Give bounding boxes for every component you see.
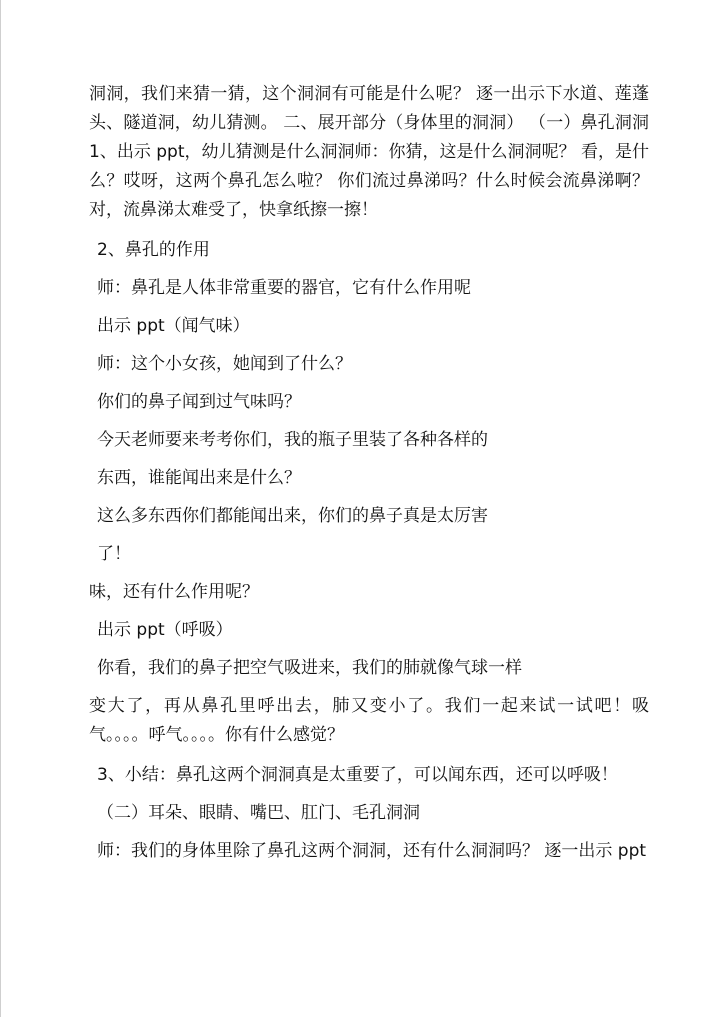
paragraph: 师：我们的身体里除了鼻孔这两个洞洞，还有什么洞洞吗？ 逐一出示 ppt <box>97 841 647 861</box>
summary-paragraph: 3、小结：鼻孔这两个洞洞真是太重要了，可以闻东西，还可以呼吸！ <box>97 765 618 785</box>
paragraph: 东西，谁能闻出来是什么？ <box>97 468 301 488</box>
section-heading: （二）耳朵、眼睛、嘴巴、肛门、毛孔洞洞 <box>97 803 420 823</box>
paragraph: 师：这个小女孩，她闻到了什么？ <box>97 354 352 374</box>
paragraph: 变大了，再从鼻孔里呼出去，肺又变小了。我们一起来试一试吧！吸气。。。。呼气。。。。你有什么感觉？ <box>89 696 649 745</box>
paragraph: 这么多东西你们都能闻出来，你们的鼻子真是太厉害 <box>97 506 488 526</box>
paragraph: 味，还有什么作用呢？ <box>89 582 259 602</box>
paragraph: 师：鼻孔是人体非常重要的器官，它有什么作用呢 <box>97 278 471 298</box>
intro-paragraph: 洞洞，我们来猜一猜，这个洞洞有可能是什么呢？ 逐一出示下水道、莲蓬头、隧道洞，幼儿猜测。 二、展开部分（身体里的洞洞） （一）鼻孔洞洞 1、出示 ppt，幼儿猜测是什么洞洞师：你猜，这是什么洞洞呢？ 看，是什么？哎呀，这两个鼻孔怎么啦？ 你们流过鼻涕吗？什么时候会流鼻涕啊？ 对，流鼻涕太难受了，快拿纸擦一擦！ <box>89 84 649 220</box>
document-body <box>89 80 649 866</box>
paragraph: 了！ <box>97 544 131 564</box>
paragraph: 出示 ppt（闻气味） <box>97 316 250 336</box>
paragraph: 今天老师要来考考你们，我的瓶子里装了各种各样的 <box>97 430 488 450</box>
paragraph: 你看，我们的鼻子把空气吸进来，我们的肺就像气球一样 <box>97 658 522 678</box>
paragraph: 出示 ppt（呼吸） <box>97 620 233 640</box>
paragraph: 你们的鼻子闻到过气味吗？ <box>97 392 301 412</box>
heading-nose-function: 2、鼻孔的作用 <box>97 240 210 260</box>
